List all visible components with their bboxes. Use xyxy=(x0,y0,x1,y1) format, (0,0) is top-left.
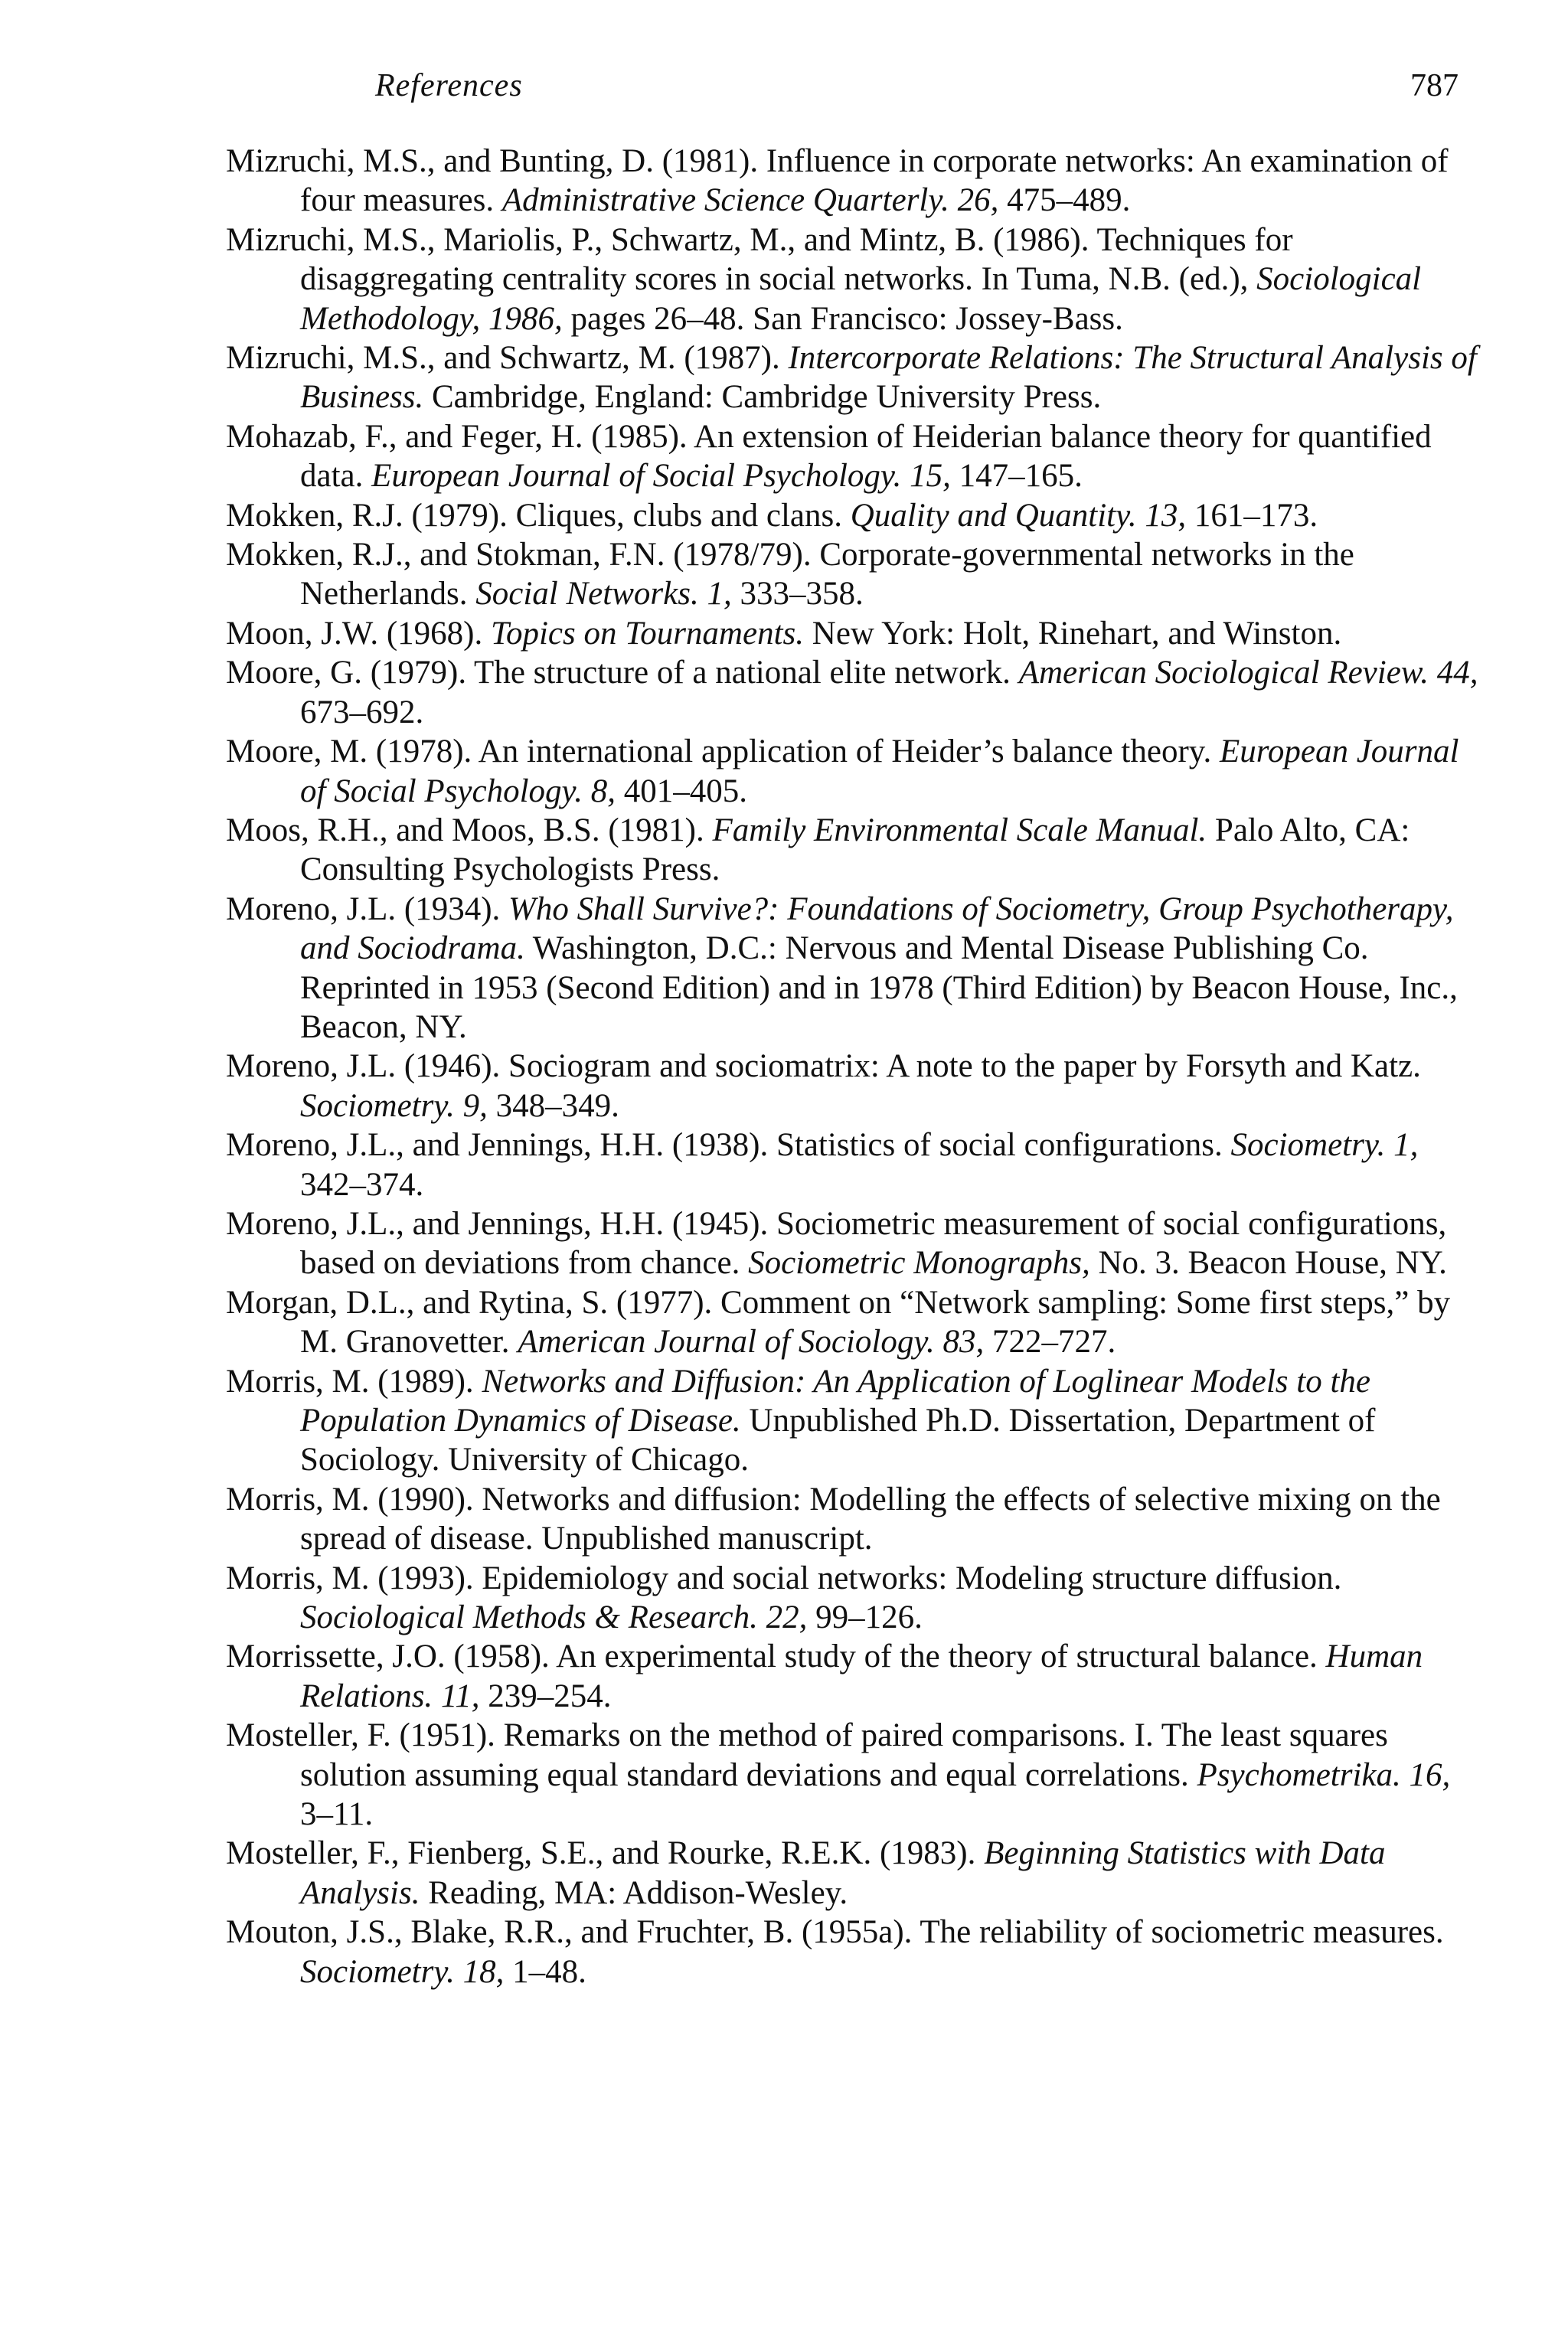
page-header xyxy=(0,0,1568,130)
reference-title: Sociological Methods & Research. 22, xyxy=(300,1599,808,1636)
reference-entry xyxy=(226,1913,1481,1991)
reference-text: Mohazab, F., and Feger, H. (1985). An extension of Heiderian balance theory for quantified data. xyxy=(226,418,1432,495)
reference-text: Mosteller, F., Fienberg, S.E., and Rourke, R.E.K. (1983). xyxy=(226,1835,985,1872)
reference-title: Family Environmental Scale Manual. xyxy=(712,812,1207,848)
reference-entry xyxy=(226,890,1481,1047)
reference-entry xyxy=(226,1362,1481,1480)
reference-text: 3–11. xyxy=(300,1796,374,1833)
reference-text: 342–374. xyxy=(300,1166,424,1203)
reference-text: Moreno, J.L. (1946). Sociogram and sociomatrix: A note to the paper by Forsyth and Katz. xyxy=(226,1048,1421,1085)
reference-text: Morrissette, J.O. (1958). An experimental study of the theory of structural balance. xyxy=(226,1638,1326,1675)
reference-text: 475–489. xyxy=(998,182,1131,219)
reference-text: Moore, M. (1978). An international application of Heider’s balance theory. xyxy=(226,733,1220,770)
reference-title: Beginning Statistics with Data Analysis. xyxy=(300,1835,1386,1911)
reference-text: Mokken, R.J., and Stokman, F.N. (1978/79). Corporate-governmental networks in the Netherlands. xyxy=(226,537,1354,613)
reference-text: 161–173. xyxy=(1186,497,1318,534)
reference-text: New York: Holt, Rinehart, and Winston. xyxy=(804,615,1342,652)
reference-text: Mizruchi, M.S., and Bunting, D. (1981). Influence in corporate networks: An examination of four measures. xyxy=(226,143,1449,219)
reference-title: Topics on Tournaments. xyxy=(491,615,805,652)
reference-text: 401–405. xyxy=(616,773,748,809)
reference-entry xyxy=(226,496,1481,535)
reference-text: 333–358. xyxy=(731,576,864,613)
reference-title: Intercorporate Relations: The Structural Analysis of Business. xyxy=(300,340,1477,416)
reference-entry xyxy=(226,1047,1481,1126)
reference-text: Morris, M. (1993). Epidemiology and social networks: Modeling structure diffusion. xyxy=(226,1560,1342,1596)
reference-entry xyxy=(226,653,1481,732)
reference-text: 673–692. xyxy=(300,694,424,730)
reference-title: American Sociological Review. 44, xyxy=(1018,655,1478,691)
running-head: References xyxy=(375,68,523,103)
reference-title: European Journal of Social Psychology. 8, xyxy=(300,733,1459,809)
reference-text: Cambridge, England: Cambridge University Press. xyxy=(423,379,1102,416)
reference-text: Reading, MA: Addison-Wesley. xyxy=(420,1874,848,1911)
reference-text: Mizruchi, M.S., Mariolis, P., Schwartz, M., and Mintz, B. (1986). Techniques for disaggregating centrality scores in social networks. In Tuma, N.B. (ed.), xyxy=(226,221,1293,298)
reference-text: Morris, M. (1989). xyxy=(226,1363,482,1400)
reference-entry xyxy=(226,1559,1481,1638)
reference-entry xyxy=(226,1716,1481,1834)
reference-entry xyxy=(226,535,1481,614)
reference-text: 1–48. xyxy=(504,1953,586,1990)
reference-text: Mokken, R.J. (1979). Cliques, clubs and clans. xyxy=(226,497,851,534)
reference-text: 147–165. xyxy=(950,458,1083,495)
reference-text: Moon, J.W. (1968). xyxy=(226,615,491,652)
reference-text: Palo Alto, CA: Consulting Psychologists Press. xyxy=(300,812,1410,888)
reference-entry xyxy=(226,1283,1481,1362)
reference-entry xyxy=(226,417,1481,496)
reference-text: pages 26–48. San Francisco: Jossey-Bass. xyxy=(562,300,1123,337)
reference-entry xyxy=(226,1480,1481,1559)
reference-title: Networks and Diffusion: An Application of Loglinear Models to the Population Dynamics of Disease. xyxy=(300,1363,1371,1439)
reference-title: Quality and Quantity. 13, xyxy=(850,497,1187,534)
reference-entry xyxy=(226,1126,1481,1204)
reference-list xyxy=(226,142,1481,1991)
reference-title: Who Shall Survive?: Foundations of Sociometry, Group Psychotherapy, and Sociodrama. xyxy=(300,890,1454,967)
reference-text: Morgan, D.L., and Rytina, S. (1977). Comment on “Network sampling: Some first steps,” by M. Granovetter. xyxy=(226,1284,1451,1361)
reference-title: Sociometric Monographs, xyxy=(748,1245,1090,1282)
reference-entry xyxy=(226,1834,1481,1913)
reference-title: Sociometry. 9, xyxy=(300,1087,488,1124)
reference-entry xyxy=(226,142,1481,221)
reference-text: Moos, R.H., and Moos, B.S. (1981). xyxy=(226,812,713,848)
reference-title: American Journal of Sociology. 83, xyxy=(518,1324,985,1361)
reference-text: Moreno, J.L., and Jennings, H.H. (1945). Sociometric measurement of social configurations, based on deviations from chance. xyxy=(226,1205,1447,1282)
reference-title: Sociometry. 1, xyxy=(1230,1127,1419,1164)
reference-text: Unpublished Ph.D. Dissertation, Department of Sociology. University of Chicago. xyxy=(300,1403,1376,1478)
reference-text: No. 3. Beacon House, NY. xyxy=(1089,1245,1447,1282)
reference-text: 239–254. xyxy=(479,1678,612,1714)
reference-text: Morris, M. (1990). Networks and diffusion: Modelling the effects of selective mixing on the spread of disease. Unpublished manuscript. xyxy=(226,1481,1441,1557)
page-number: 787 xyxy=(1410,68,1459,103)
reference-text: Washington, D.C.: Nervous and Mental Disease Publishing Co. Reprinted in 1953 (Second Edition) and in 1978 (Third Edition) by Beacon House, Inc., Beacon, NY. xyxy=(300,930,1458,1045)
reference-text: Mizruchi, M.S., and Schwartz, M. (1987). xyxy=(226,340,789,377)
reference-title: Social Networks. 1, xyxy=(475,576,732,613)
reference-text: 722–727. xyxy=(984,1324,1116,1361)
reference-text: Moreno, J.L. (1934). xyxy=(226,890,509,927)
reference-entry xyxy=(226,614,1481,653)
reference-entry xyxy=(226,221,1481,338)
reference-entry xyxy=(226,1637,1481,1716)
reference-text: 348–349. xyxy=(487,1087,619,1124)
reference-entry xyxy=(226,811,1481,890)
reference-title: Administrative Science Quarterly. 26, xyxy=(501,182,999,219)
reference-title: Psychometrika. 16, xyxy=(1197,1756,1451,1793)
reference-title: European Journal of Social Psychology. 15, xyxy=(371,458,951,495)
reference-entry xyxy=(226,732,1481,811)
reference-text: Moreno, J.L., and Jennings, H.H. (1938). Statistics of social configurations. xyxy=(226,1127,1231,1164)
reference-text: 99–126. xyxy=(807,1599,923,1636)
reference-title: Human Relations. 11, xyxy=(300,1638,1423,1714)
reference-text: Moore, G. (1979). The structure of a national elite network. xyxy=(226,655,1019,691)
reference-title: Sociometry. 18, xyxy=(300,1953,505,1990)
reference-title: Sociological Methodology, 1986, xyxy=(300,261,1422,337)
reference-text: Mosteller, F. (1951). Remarks on the method of paired comparisons. I. The least squares solution assuming equal standard deviations and equal correlations. xyxy=(226,1717,1388,1793)
reference-entry xyxy=(226,338,1481,417)
reference-entry xyxy=(226,1204,1481,1283)
reference-text: Mouton, J.S., Blake, R.R., and Fruchter, B. (1955a). The reliability of sociometric measures. xyxy=(226,1914,1444,1951)
